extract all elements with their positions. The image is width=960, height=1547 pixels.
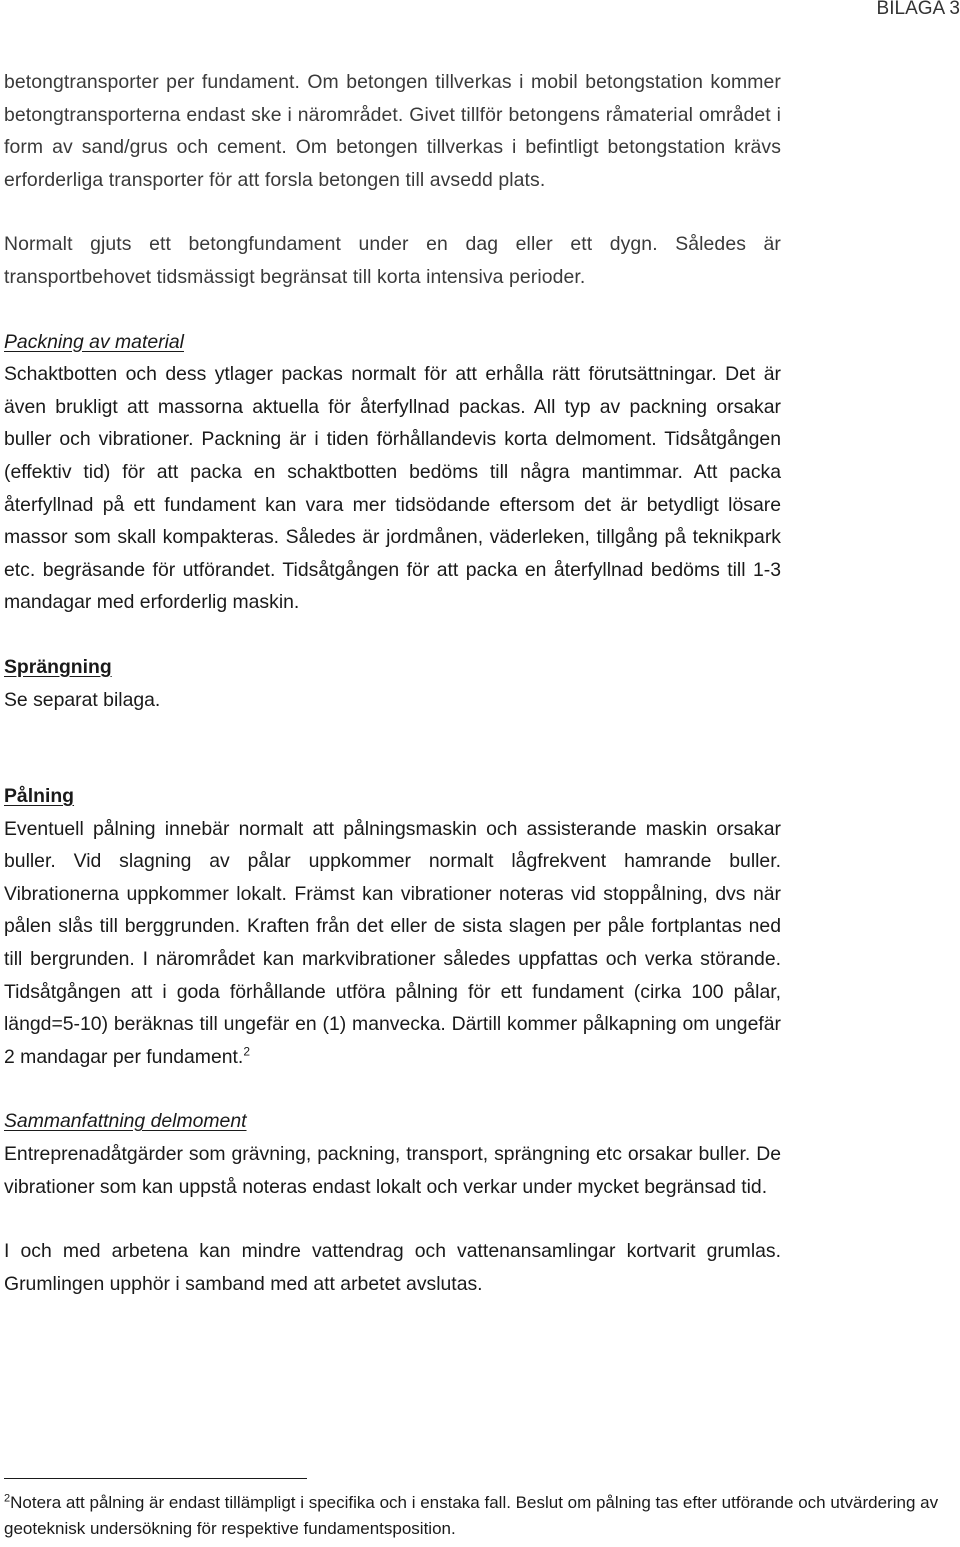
document-body (4, 66, 781, 1300)
section-body-sammanfattning-2: I och med arbetena kan mindre vattendrag och vattenansamlingar kortvarit grumlas. Grumlingen upphör i samband med att arbetet avslutas. (4, 1240, 781, 1295)
palning-text: Eventuell pålning innebär normalt att pålningsmaskin och assisterande maskin orsakar buller. Vid slagning av pålar uppkommer normalt lågfrekvent hamrande buller. Vibrationerna uppkommer lokalt. Främst kan vibrationer noteras vid stoppålning, dvs när pålen slås till berggrunden. Kraften från det eller de sista slagen per påle fortplantas ned till bergrunden. I närområdet kan markvibrationer således uppfattas och verka störande. Tidsåtgången att i goda förhållande utföra pålning för ett fundament (cirka 100 pålar, längd=5-10) beräknas till ungefär en (1) manvecka. Därtill kommer pålkapning om ungefär 2 mandagar per fundament. (4, 817, 781, 1068)
spacer (4, 716, 781, 748)
page-header-label: BILAGA 3 (876, 0, 960, 19)
spacer (4, 619, 781, 651)
section-body-palning (4, 813, 781, 1074)
section-body-sprangning: Se separat bilaga. (4, 688, 161, 711)
section-body-sammanfattning-1: Entreprenadåtgärder som grävning, packning, transport, sprängning etc orsakar buller. De vibrationer som kan uppstå noteras endast lokalt och verkar under mycket begränsad tid. (4, 1143, 781, 1198)
section-body-packning: Schaktbotten och dess ytlager packas normalt för att erhålla rätt förutsättningar. Det är även brukligt att massorna aktuella för återfyllnad packas. All typ av packning orsakar buller och vibrationer. Packning är i tiden förhållandevis korta delmoment. Tidsåtgången (effektiv tid) för att packa en schaktbotten bedöms till några mantimmar. Att packa återfyllnad på ett fundament kan vara mer tidsödande eftersom det är betydligt lösare massor som skall kompakteras. Således är jordmånen, väderleken, tillgång på teknikpark etc. begräsande för utförandet. Tidsåtgången för att packa en återfyllnad bedöms till 1-3 mandagar med erforderlig maskin. (4, 363, 781, 614)
spacer (4, 1073, 781, 1105)
intro-paragraph-1: betongtransporter per fundament. Om betongen tillverkas i mobil betongstation kommer betongtransporterna endast ske i närområdet. Givet tillför betongens råmaterial området i form av sand/grus och cement. Om betongen tillverkas i befintligt betongstation krävs erforderliga transporter för att forsla betongen till avsedd plats. (4, 71, 781, 191)
footnote-number: 2 (4, 1492, 11, 1505)
section-heading-sprangning: Sprängning (4, 655, 112, 678)
section-heading-packning: Packning av material (4, 330, 184, 353)
spacer (4, 294, 781, 326)
footnote-text: Notera att pålning är endast tillämpligt i specifika och i enstaka fall. Beslut om pålning tas efter utförande och utvärdering av geoteknisk undersökning för respektive fundamentsposition. (4, 1493, 939, 1538)
spacer (4, 196, 781, 228)
section-heading-palning: Pålning (4, 785, 75, 808)
footnote-reference: 2 (243, 1044, 250, 1059)
footnote (4, 1490, 954, 1542)
footnote-separator (4, 1478, 307, 1479)
intro-paragraph-2: Normalt gjuts ett betongfundament under en dag eller ett dygn. Således är transportbehovet tidsmässigt begränsat till korta intensiva perioder. (4, 233, 781, 288)
spacer (4, 748, 781, 780)
spacer (4, 1203, 781, 1235)
section-heading-sammanfattning: Sammanfattning delmoment (4, 1110, 247, 1133)
